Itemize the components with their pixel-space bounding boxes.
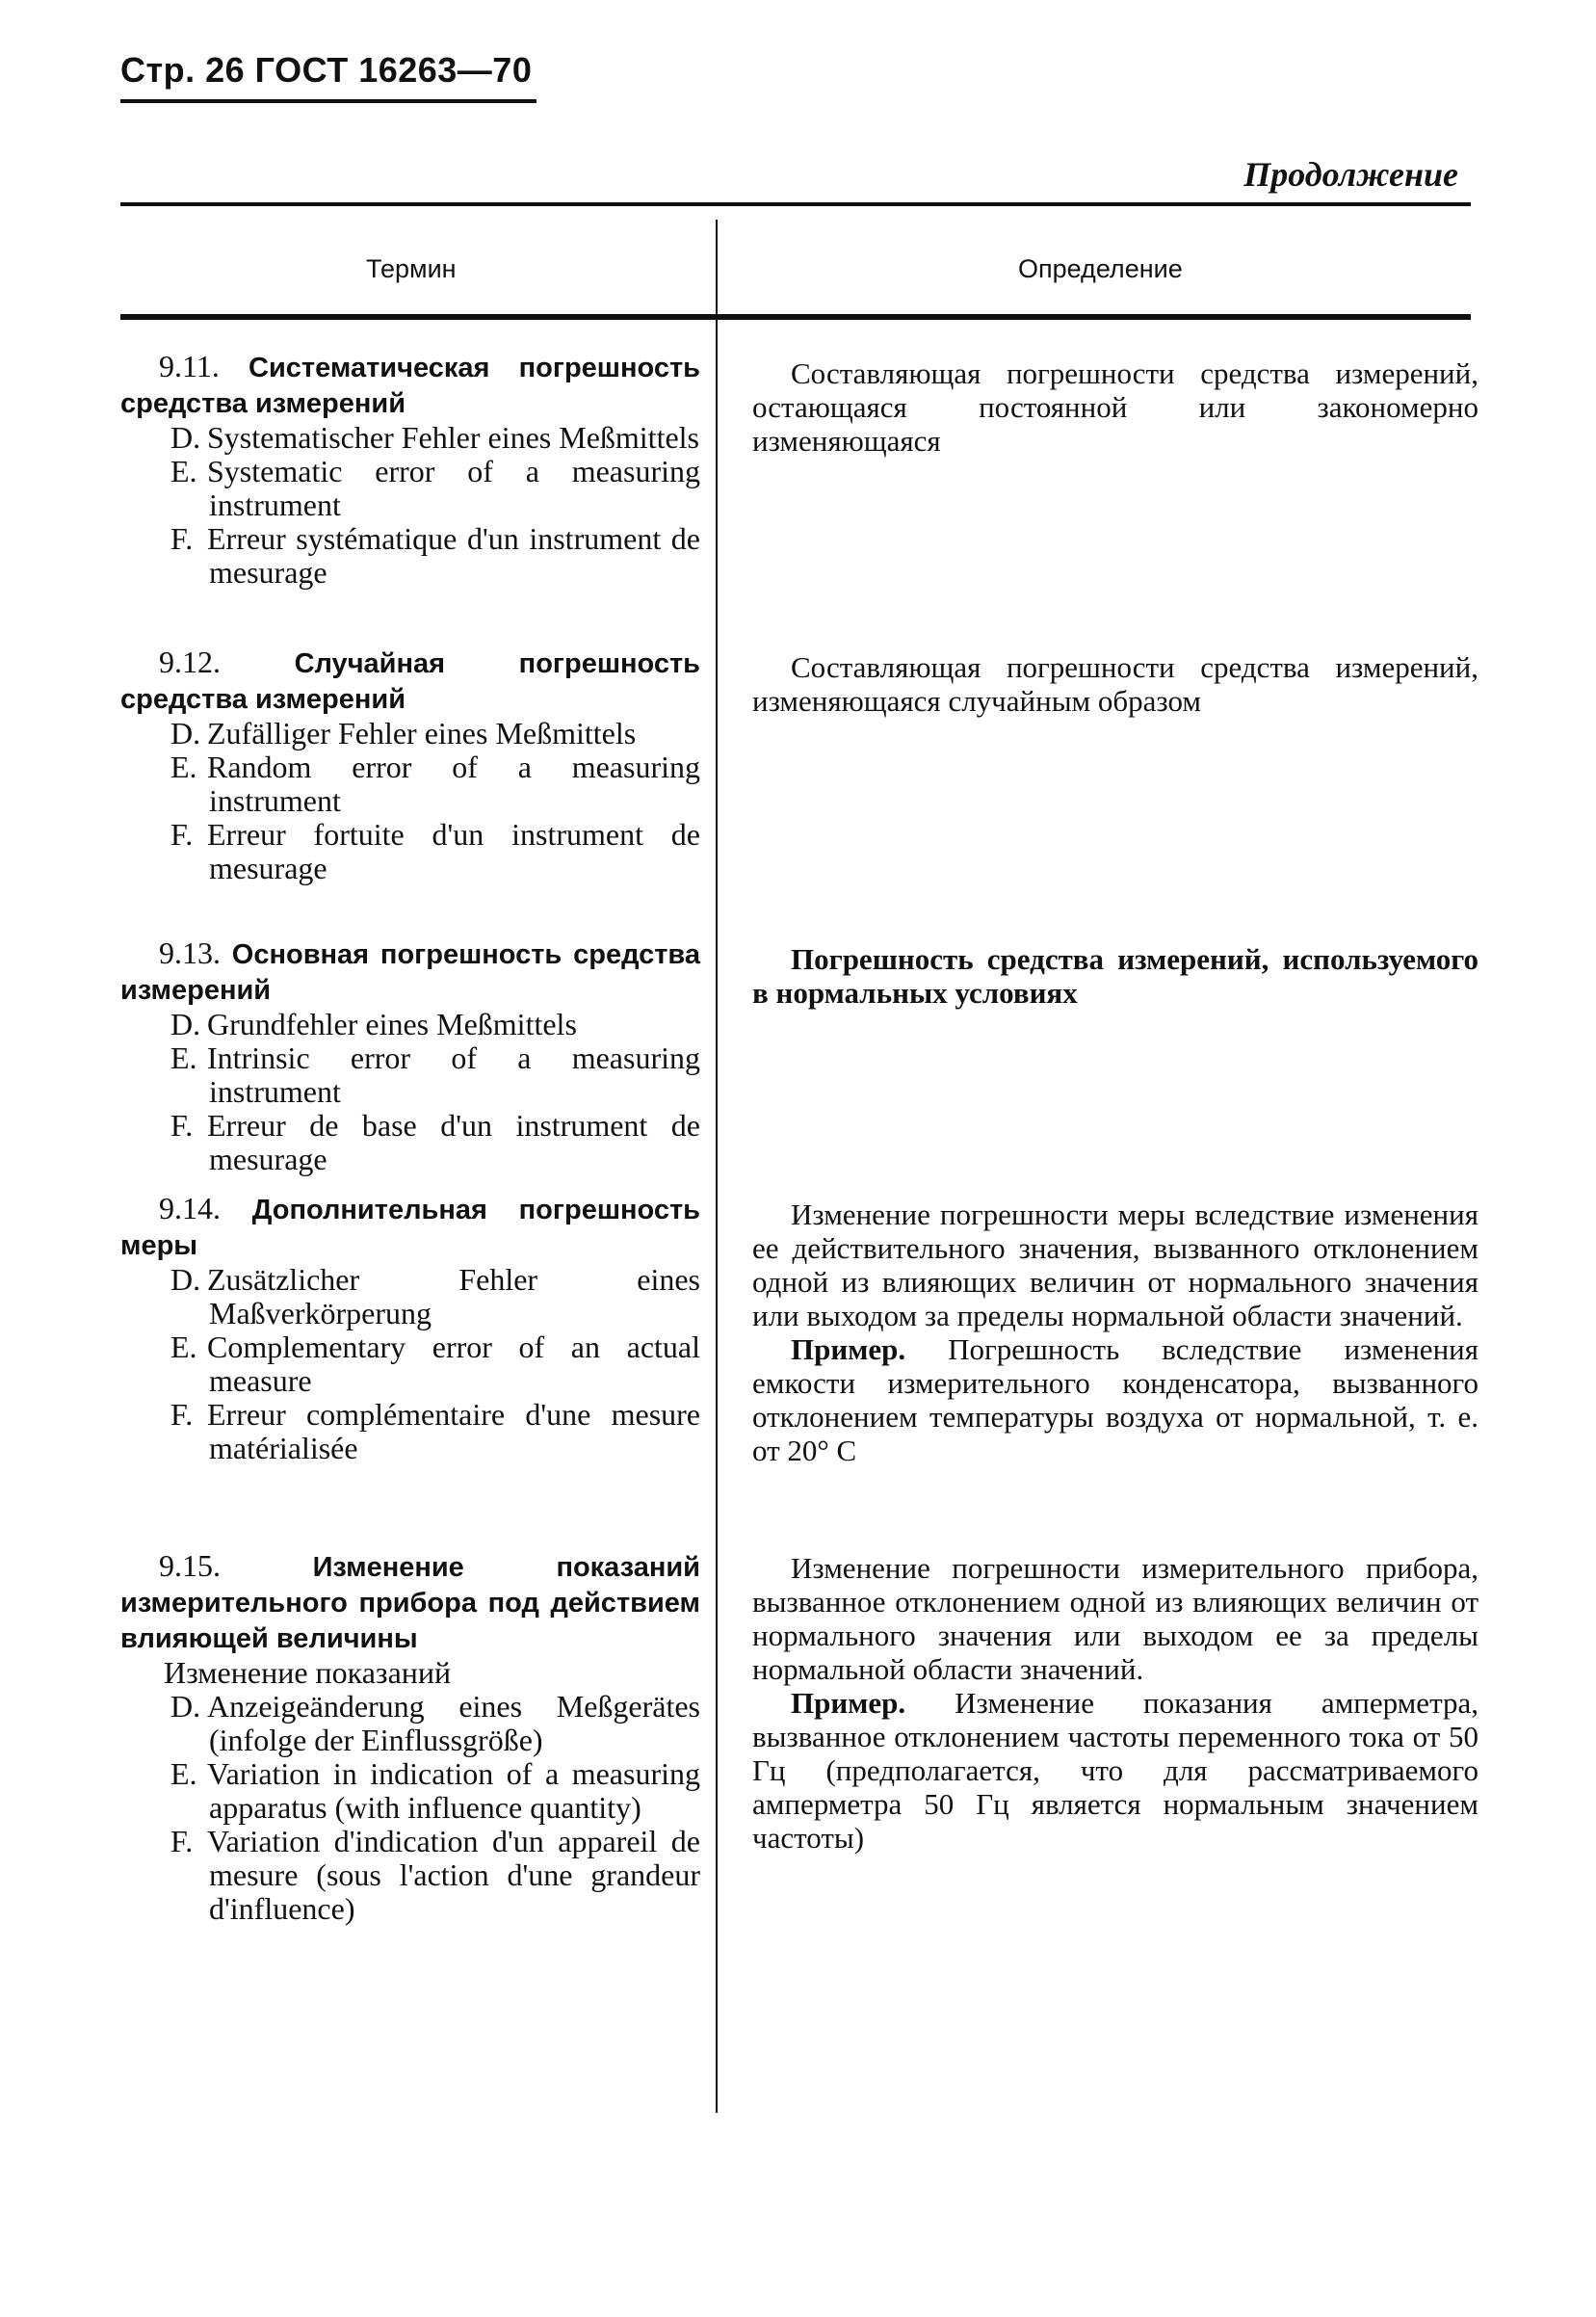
column-header-term: Термин bbox=[366, 254, 457, 283]
term-title bbox=[120, 350, 700, 421]
term-title bbox=[120, 645, 700, 717]
term-german: D. Grundfehler eines Meßmittels bbox=[170, 1007, 577, 1041]
definition-9-12 bbox=[752, 650, 1478, 718]
term-title bbox=[120, 936, 700, 1008]
term-name: Изменение показаний измерительного прибора под действием влияющей величины bbox=[120, 1552, 700, 1654]
term-german: D. Anzeigeänderung eines Meßgerätes (infolge der Einflussgröße) bbox=[170, 1689, 700, 1757]
term-entry-9-11 bbox=[120, 350, 700, 590]
term-title bbox=[120, 1192, 700, 1263]
column-header-definition: Определение bbox=[1018, 254, 1183, 283]
term-german: D. Zusätzlicher Fehler eines Maßverkörperung bbox=[170, 1262, 700, 1330]
term-entry-9-15 bbox=[120, 1549, 700, 1926]
table-header-rule bbox=[120, 314, 1471, 320]
definition-9-14 bbox=[752, 1198, 1478, 1467]
term-german: D. Systematischer Fehler eines Meßmittels bbox=[170, 420, 699, 455]
definition-example bbox=[752, 1332, 1478, 1467]
table-top-rule bbox=[120, 202, 1471, 206]
definition-text: Изменение погрешности меры вследствие изменения ее действительного значения, вызванного отклонением одной из влияющих величин от нормального значения или выходом за пределы нормальной области значений. bbox=[752, 1198, 1478, 1332]
term-number: 9.12. bbox=[159, 645, 221, 679]
example-text: Изменение показания амперметра, вызванное отклонением частоты переменного тока от 50 Гц (предполагается, что для рассматриваемого амперметра 50 Гц является нормальным значением частоты) bbox=[752, 1686, 1478, 1855]
term-number: 9.15. bbox=[159, 1548, 221, 1583]
definition-text: Составляющая погрешности средства измерений, остающаяся постоянной или закономерно изменяющаяся bbox=[752, 356, 1478, 458]
term-number: 9.13. bbox=[159, 935, 221, 970]
term-title bbox=[120, 1549, 700, 1656]
continuation-label: Продолжение bbox=[1243, 155, 1458, 194]
term-name: Дополнительная погрешность меры bbox=[120, 1195, 700, 1261]
term-english: E. Random error of a measuring instrument bbox=[170, 750, 700, 818]
example-text: Погрешность вследствие изменения емкости измерительного конденсатора, вызванного отклонением температуры воздуха от нормальной, т. е. от 20° С bbox=[752, 1332, 1479, 1467]
term-number: 9.11. bbox=[159, 349, 220, 383]
term-english: E. Intrinsic error of a measuring instrument bbox=[170, 1040, 700, 1109]
definition-text: Составляющая погрешности средства измерений, изменяющаяся случайным образом bbox=[752, 650, 1478, 718]
term-number: 9.14. bbox=[159, 1191, 221, 1225]
page-header: Стр. 26 ГОСТ 16263—70 bbox=[120, 50, 533, 90]
header-underline bbox=[120, 99, 536, 103]
term-german: D. Zufälliger Fehler eines Meßmittels bbox=[170, 716, 637, 750]
term-french: F. Erreur systématique d'un instrument de mesurage bbox=[170, 521, 700, 590]
term-name: Систематическая погрешность средства измерений bbox=[120, 353, 700, 419]
term-name: Основная погрешность средства измерений bbox=[120, 939, 700, 1006]
definition-9-15 bbox=[752, 1551, 1478, 1855]
term-english: E. Systematic error of a measuring instrument bbox=[170, 454, 700, 522]
term-english: E. Complementary error of an actual measure bbox=[170, 1330, 700, 1398]
term-french: F. Variation d'indication d'un appareil de mesure (sous l'action d'une grandeur d'influence) bbox=[170, 1824, 700, 1926]
definition-example bbox=[752, 1686, 1478, 1855]
term-english: E. Variation in indication of a measuring apparatus (with influence quantity) bbox=[170, 1756, 700, 1825]
term-french: F. Erreur fortuite d'un instrument de mesurage bbox=[170, 817, 700, 885]
term-french: F. Erreur de base d'un instrument de mesurage bbox=[170, 1108, 700, 1176]
term-entry-9-12 bbox=[120, 645, 700, 885]
term-entry-9-14 bbox=[120, 1192, 700, 1465]
term-french: F. Erreur complémentaire d'une mesure matérialisée bbox=[170, 1397, 700, 1465]
column-divider bbox=[716, 220, 718, 2113]
definition-text: Погрешность средства измерений, используемого в нормальных условиях bbox=[752, 942, 1478, 1010]
definition-9-11 bbox=[752, 356, 1478, 458]
term-name: Случайная погрешность средства измерений bbox=[120, 648, 701, 715]
example-label: Пример. bbox=[791, 1332, 906, 1366]
term-entry-9-13 bbox=[120, 936, 700, 1176]
example-label: Пример. bbox=[791, 1686, 906, 1720]
definition-9-13 bbox=[752, 942, 1478, 1010]
definition-text: Изменение погрешности измерительного прибора, вызванное отклонением одной из влияющих величин от нормального значения или выходом ее за пределы нормальной области значений. bbox=[752, 1551, 1478, 1686]
term-synonym: Изменение показаний bbox=[164, 1655, 452, 1690]
